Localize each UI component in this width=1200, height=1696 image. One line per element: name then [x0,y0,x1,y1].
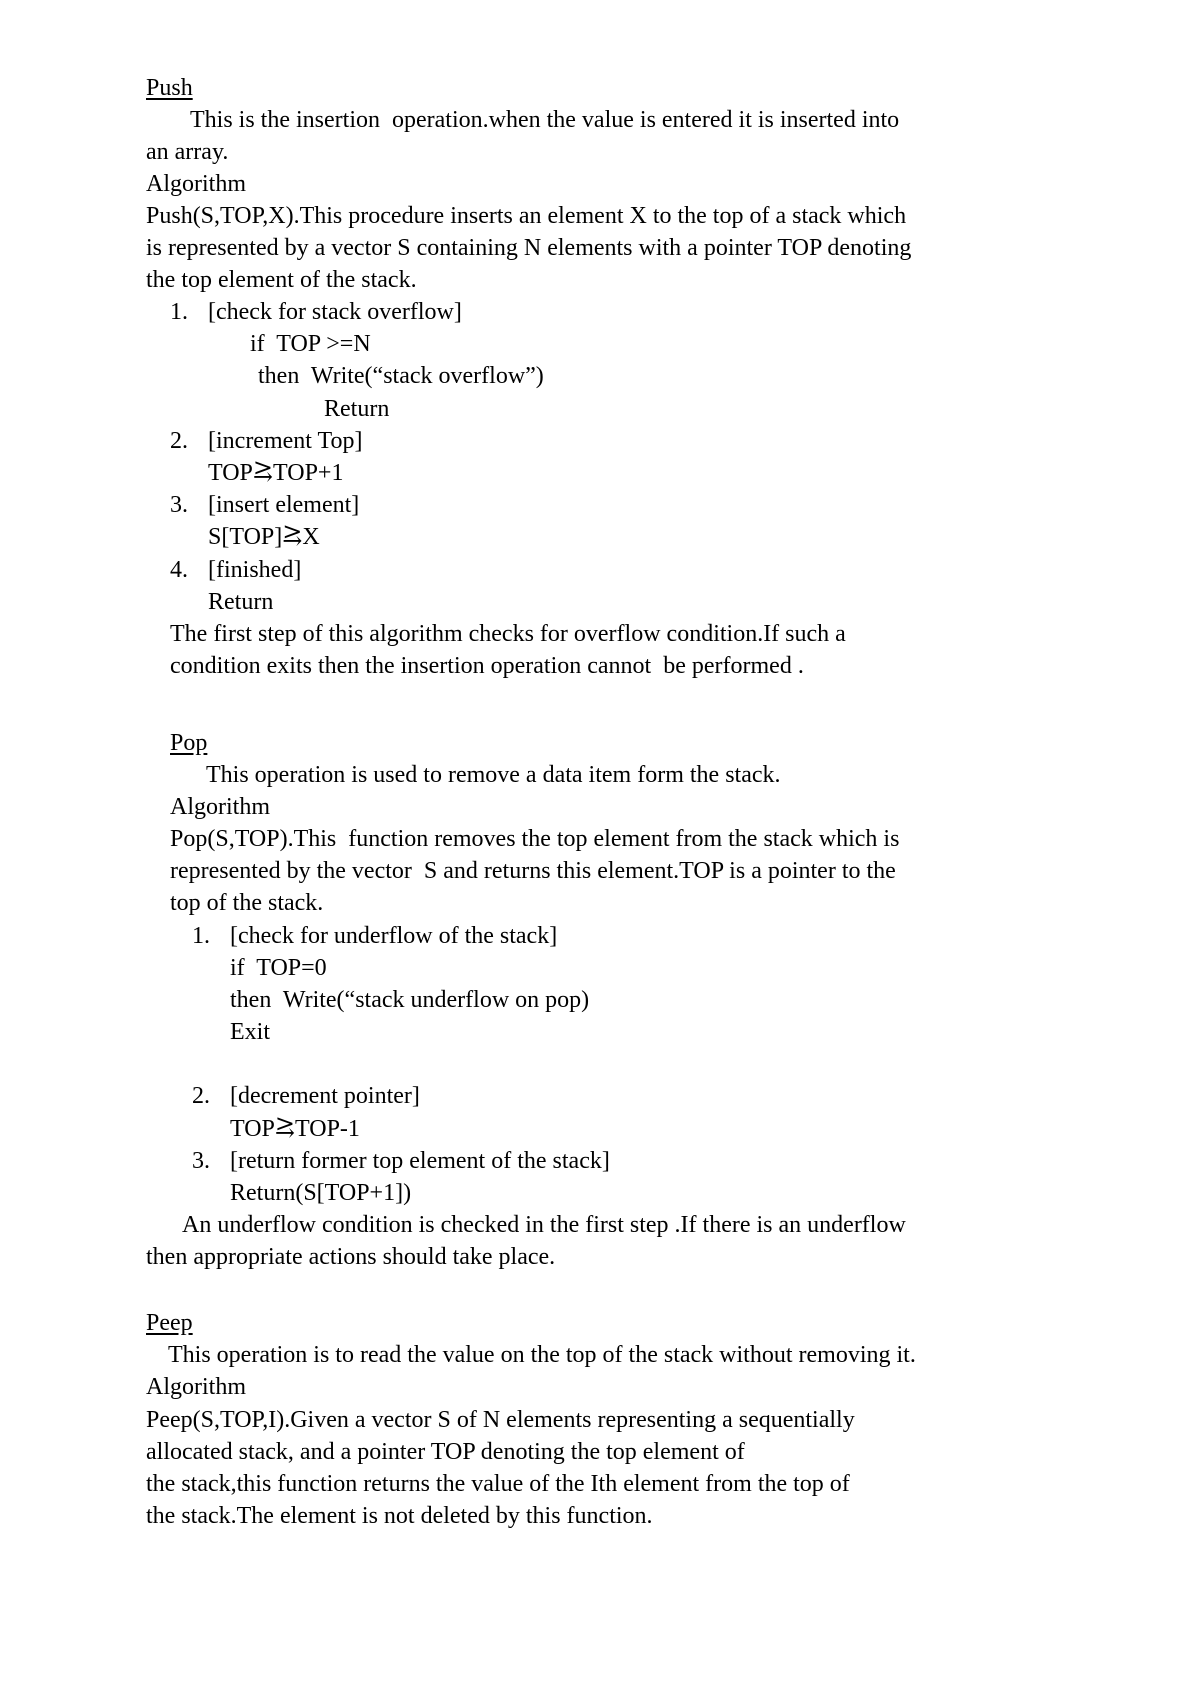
pop-step-3-title: [return former top element of the stack] [230,1148,610,1174]
push-step-4-title: [finished] [208,557,302,583]
pop-desc-line-1: Pop(S,TOP).This function removes the top element from the stack which is [170,826,900,852]
pop-step-3-body-1: Return(S[TOP+1]) [230,1180,412,1206]
push-step-1-body-2: then Write(“stack overflow”) [258,363,544,389]
push-step-4-body-1: Return [208,589,274,615]
pop-step-1-title: [check for underflow of the stack] [230,923,558,949]
push-summary-line-1: The first step of this algorithm checks for overflow condition.If such a [170,621,846,647]
pop-step-1-body-2: then Write(“stack underflow on pop) [230,987,590,1013]
push-desc-line-1: Push(S,TOP,X).This procedure inserts an element X to the top of a stack which [146,203,907,229]
pop-step-3-number: 3. [192,1148,210,1174]
push-desc-line-3: the top element of the stack. [146,267,417,293]
push-step-1-body-3: Return [324,396,390,422]
pop-algorithm-label: Algorithm [170,794,270,820]
push-algorithm-label: Algorithm [146,171,246,197]
push-step-3-number: 3. [170,492,188,518]
push-intro-line-1: This is the insertion operation.when the value is entered it is inserted into [190,107,900,133]
peep-intro: This operation is to read the value on the top of the stack without removing it. [168,1342,916,1368]
push-desc-line-2: is represented by a vector S containing N elements with a pointer TOP denoting [146,235,912,261]
pop-summary-line-1: An underflow condition is checked in the first step .If there is an underflow [182,1212,906,1238]
pop-step-1-body-3: Exit [230,1019,270,1045]
pop-step-1-number: 1. [192,923,210,949]
push-step-1-body-1: if TOP >=N [250,331,371,357]
pop-step-1-body-1: if TOP=0 [230,955,327,981]
push-heading: Push [146,75,193,101]
pop-desc-line-3: top of the stack. [170,890,324,916]
pop-step-2-number: 2. [192,1083,210,1109]
push-step-1-title: [check for stack overflow] [208,299,462,325]
peep-heading: Peep [146,1310,193,1336]
peep-desc-line-4: the stack.The element is not deleted by this function. [146,1503,653,1529]
peep-algorithm-label: Algorithm [146,1374,246,1400]
push-step-3-body-1: S[TOP]⥸X [208,524,320,550]
push-step-4-number: 4. [170,557,188,583]
push-summary-line-2: condition exits then the insertion operation cannot be performed . [170,653,804,679]
push-step-2-title: [increment Top] [208,428,363,454]
peep-desc-line-3: the stack,this function returns the value of the Ith element from the top of [146,1471,850,1497]
pop-step-2-title: [decrement pointer] [230,1083,420,1109]
push-step-1-number: 1. [170,299,188,325]
peep-desc-line-2: allocated stack, and a pointer TOP denoting the top element of [146,1439,745,1465]
pop-summary-line-2: then appropriate actions should take place. [146,1244,556,1270]
pop-intro: This operation is used to remove a data item form the stack. [206,762,781,788]
pop-heading: Pop [170,730,208,756]
push-step-3-title: [insert element] [208,492,360,518]
pop-desc-line-2: represented by the vector S and returns this element.TOP is a pointer to the [170,858,896,884]
push-step-2-number: 2. [170,428,188,454]
pop-step-2-body-1: TOP⥸TOP-1 [230,1116,360,1142]
push-step-2-body-1: TOP⥸TOP+1 [208,460,344,486]
peep-desc-line-1: Peep(S,TOP,I).Given a vector S of N elements representing a sequentially [146,1407,855,1433]
push-intro-line-2: an array. [146,139,229,165]
